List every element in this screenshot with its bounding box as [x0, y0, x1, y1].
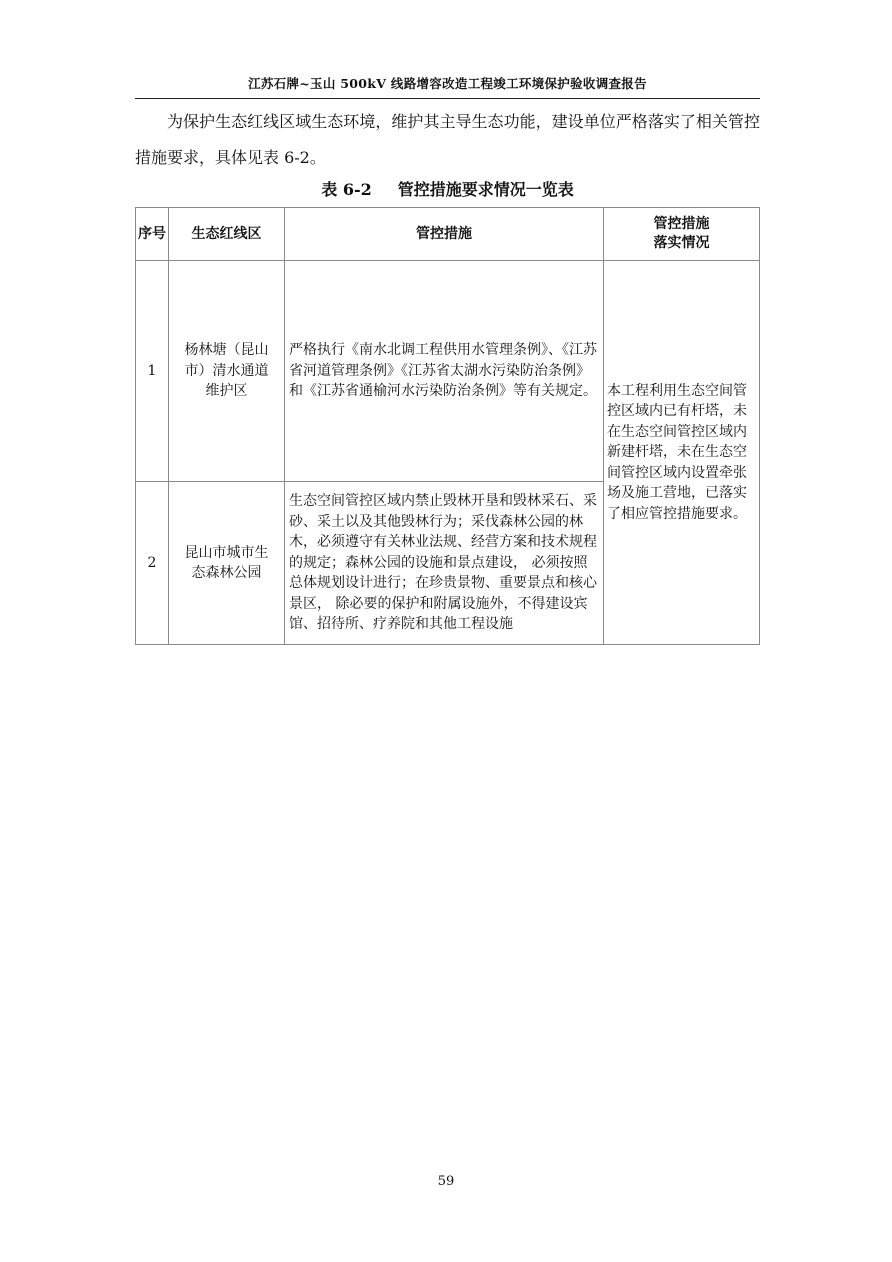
page-number: 59	[437, 1174, 455, 1189]
running-header: 江苏石牌~玉山 500kV 线路增容改造工程竣工环境保护验收调查报告	[248, 76, 647, 91]
col-header-measures: 管控措施	[285, 208, 604, 261]
row-number: 1	[136, 261, 169, 482]
row-zone: 昆山市城市生态森林公园	[169, 482, 285, 645]
row-number: 2	[136, 482, 169, 645]
table-row	[136, 261, 760, 482]
col-header-status-line1: 管控措施	[653, 216, 710, 232]
row-measures: 生态空间管控区域内禁止毁林开垦和毁林采石、采砂、采土以及其他毁林行为；采伐森林公园的林木，必须遵守有关林业法规、经营方案和技术规程的规定；森林公园的设施和景点建设， 必须按照总体规划设计进行；在珍贵景物、重要景点和核心景区， 除必要的保护和附属设施外，不得建设宾馆、招待所、疗养院和其他工程设施	[285, 482, 604, 645]
row-measures: 严格执行《南水北调工程供用水管理条例》、《江苏省河道管理条例》《江苏省太湖水污染防治条例》和《江苏省通榆河水污染防治条例》等有关规定。	[285, 261, 604, 482]
col-header-no: 序号	[136, 208, 169, 261]
table-title: 管控措施要求情况一览表	[397, 180, 574, 199]
table-caption	[135, 176, 760, 204]
measures-table	[135, 207, 760, 645]
row-status: 本工程利用生态空间管控区域内已有杆塔，未在生态空间管控区域内新建杆塔，未在生态空间管控区域内设置牵张场及施工营地，已落实了相应管控措施要求。	[604, 261, 760, 645]
col-header-status-line2: 落实情况	[653, 235, 710, 251]
table-number: 表 6-2	[321, 180, 372, 199]
col-header-status	[604, 208, 760, 261]
table-header-row	[136, 208, 760, 261]
col-header-zone: 生态红线区	[169, 208, 285, 261]
header-rule	[135, 98, 760, 99]
row-zone: 杨林塘（昆山市）清水通道维护区	[169, 261, 285, 482]
intro-paragraph: 为保护生态红线区域生态环境，维护其主导生态功能，建设单位严格落实了相关管控措施要求，具体见表 6-2。	[135, 112, 760, 167]
